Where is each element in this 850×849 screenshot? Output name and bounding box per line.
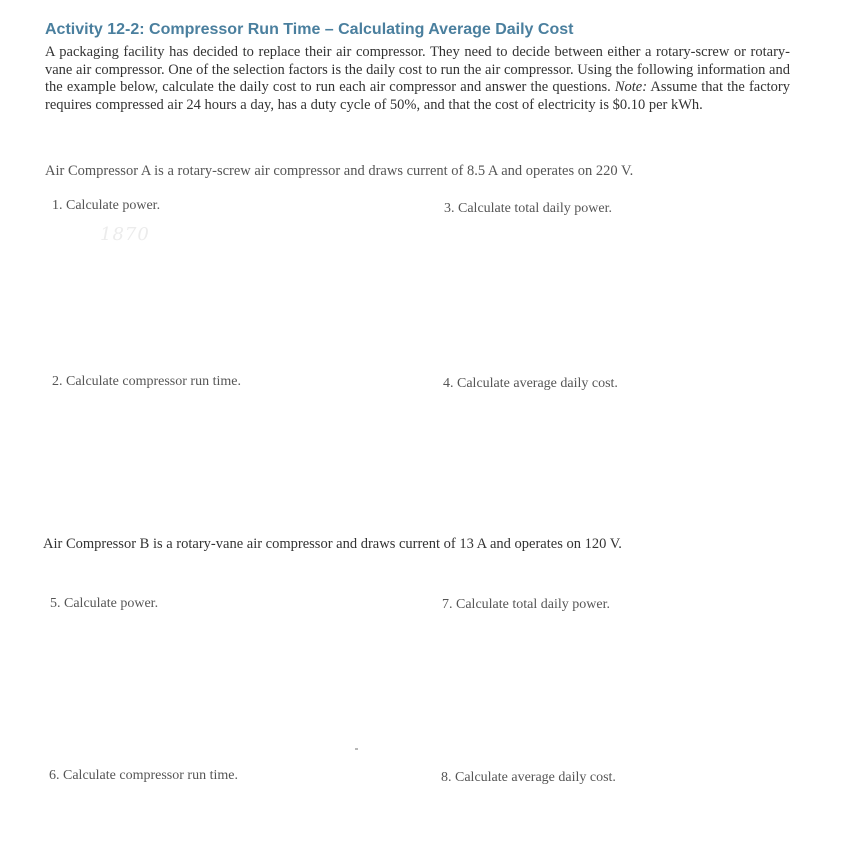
question-3: 3. Calculate total daily power.	[444, 201, 612, 216]
activity-title: Activity 12-2: Compressor Run Time – Calculating Average Daily Cost	[45, 21, 574, 38]
intro-text: A packaging facility has decided to replace their air compressor. They need to decide between either a rotary-screw or rotary-vane air compressor. One of the selection factors is the daily cost to run the air compressor. Using the following information and the example below, calculate the daily cost to run each air compressor and answer the questions.	[45, 44, 790, 95]
handwritten-answer: 1870	[100, 224, 150, 245]
question-7: 7. Calculate total daily power.	[442, 597, 610, 612]
question-1: 1. Calculate power.	[52, 198, 161, 213]
intro-paragraph	[45, 44, 790, 114]
compressor-b-description: Air Compressor B is a rotary-vane air compressor and draws current of 13 A and operates on 120 V.	[43, 536, 622, 552]
note-text: Assume that the factory requires compressed air 24 hours a day, has a duty cycle of 50%, and that the cost of electricity is $0.10 per kWh.	[45, 79, 790, 113]
question-6: 6. Calculate compressor run time.	[49, 768, 238, 783]
question-5: 5. Calculate power.	[50, 596, 159, 611]
note-label: Note:	[614, 79, 648, 95]
question-8: 8. Calculate average daily cost.	[441, 770, 616, 785]
compressor-a-description: Air Compressor A is a rotary-screw air compressor and draws current of 8.5 A and operates on 220 V.	[45, 163, 634, 179]
question-2: 2. Calculate compressor run time.	[52, 374, 241, 389]
stray-mark	[355, 748, 358, 750]
question-4: 4. Calculate average daily cost.	[443, 376, 618, 391]
